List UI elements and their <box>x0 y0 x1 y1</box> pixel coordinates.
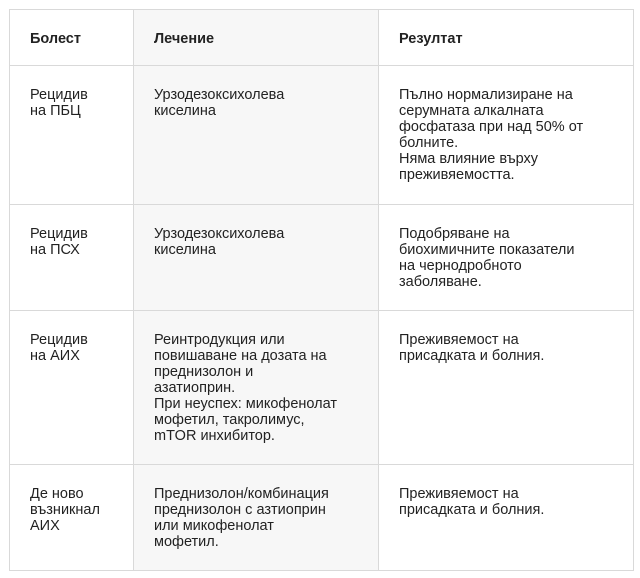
cell-line: Преднизолон/комбинация <box>154 486 329 502</box>
cell-line: мофетил, такролимус, <box>154 412 305 428</box>
cell-line: биохимичните показатели <box>399 242 575 258</box>
treatment-table-container <box>9 9 634 571</box>
cell-line: мофетил. <box>154 534 219 550</box>
cell-result <box>379 66 634 205</box>
cell-line: фосфатаза при над 50% от <box>399 119 584 135</box>
cell-line: присадката и болния. <box>399 348 545 364</box>
cell-line: азатиоприн. <box>154 380 236 396</box>
cell-line: Де ново <box>30 486 84 502</box>
cell-result <box>379 465 634 571</box>
table-row <box>10 311 634 465</box>
cell-line: повишаване на дозата на <box>154 348 327 364</box>
cell-line: възникнал <box>30 502 100 518</box>
table-row <box>10 66 634 205</box>
table-row <box>10 465 634 571</box>
header-treatment: Лечение <box>134 10 379 66</box>
cell-line: Преживяемост на <box>399 332 519 348</box>
cell-line: Рецидив <box>30 87 88 103</box>
cell-line: mTOR инхибитор. <box>154 428 275 444</box>
cell-line: серумната алкалната <box>399 103 544 119</box>
cell-line: Урзодезоксихолева <box>154 226 285 242</box>
cell-result <box>379 205 634 311</box>
cell-line: При неуспех: микофенолат <box>154 396 337 412</box>
cell-line: киселина <box>154 242 216 258</box>
cell-line: Подобряване на <box>399 226 510 242</box>
table-header-row <box>10 10 634 66</box>
cell-line: на ПСХ <box>30 242 80 258</box>
cell-line: болните. <box>399 135 459 151</box>
cell-treatment <box>134 66 379 205</box>
header-disease: Болест <box>10 10 134 66</box>
cell-disease <box>10 465 134 571</box>
cell-line: Рецидив <box>30 226 88 242</box>
cell-line: преднизолон и <box>154 364 254 380</box>
treatment-table <box>9 9 634 571</box>
cell-line: преднизолон с азтиоприн <box>154 502 326 518</box>
cell-line: на ПБЦ <box>30 103 81 119</box>
header-result: Резултат <box>379 10 634 66</box>
cell-line: Рецидив <box>30 332 88 348</box>
cell-line: преживяемостта. <box>399 167 515 183</box>
cell-line: присадката и болния. <box>399 502 545 518</box>
cell-line: Урзодезоксихолева <box>154 87 285 103</box>
cell-disease <box>10 205 134 311</box>
cell-line: Реинтродукция или <box>154 332 285 348</box>
cell-disease <box>10 66 134 205</box>
cell-line: на АИХ <box>30 348 80 364</box>
cell-line: Няма влияние върху <box>399 151 539 167</box>
cell-disease <box>10 311 134 465</box>
cell-treatment <box>134 311 379 465</box>
cell-line: заболяване. <box>399 274 482 290</box>
table-row <box>10 205 634 311</box>
cell-line: или микофенолат <box>154 518 274 534</box>
cell-treatment <box>134 465 379 571</box>
cell-line: Пълно нормализиране на <box>399 87 573 103</box>
cell-result <box>379 311 634 465</box>
cell-treatment <box>134 205 379 311</box>
cell-line: АИХ <box>30 518 60 534</box>
cell-line: киселина <box>154 103 216 119</box>
cell-line: Преживяемост на <box>399 486 519 502</box>
cell-line: на чернодробното <box>399 258 522 274</box>
